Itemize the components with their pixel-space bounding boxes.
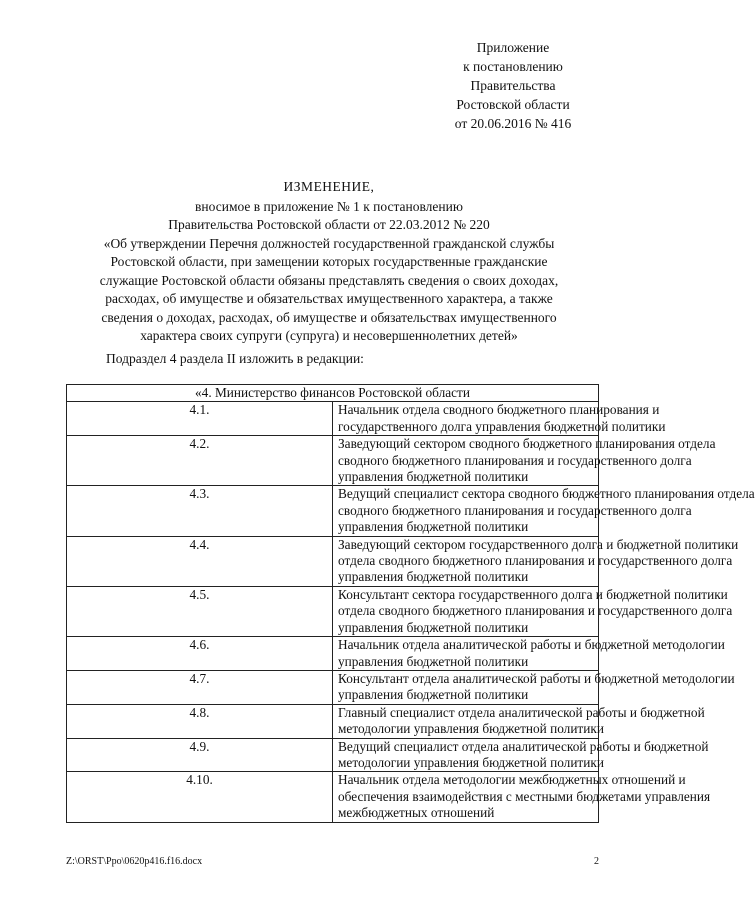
heading-line: сведения о доходах, расходах, об имуществе и обязательствах имущественного <box>101 309 557 325</box>
position-title-line: управления бюджетной политики <box>338 569 529 585</box>
heading-line: расходах, об имуществе и обязательствах имущественного характера, а также <box>105 291 553 306</box>
document-heading <box>64 178 594 346</box>
position-title-line: отдела сводного бюджетного планирования и государственного долга <box>338 553 733 569</box>
heading-line: Ростовской области, при замещении которых государственные гражданские <box>110 254 548 269</box>
appendix-line: Правительства <box>470 78 556 93</box>
position-title-cell <box>333 738 709 772</box>
position-title-cell <box>333 436 716 486</box>
position-title-line: межбюджетных отношений <box>338 805 495 821</box>
heading-line: характера своих супруги (супруга) и несовершеннолетних детей» <box>140 328 518 343</box>
row-number: 4.5. <box>67 586 333 636</box>
position-title-cell <box>333 586 733 636</box>
position-title-line: Начальник отдела методологии межбюджетных отношений и <box>338 772 686 788</box>
table-row <box>67 586 599 636</box>
position-title-line: Заведующий сектором государственного долга и бюджетной политики <box>338 536 739 552</box>
position-title-line: управления бюджетной политики <box>338 519 529 535</box>
position-title-line: управления бюджетной политики <box>338 619 529 635</box>
heading-line: служащие Ростовской области обязаны представлять сведения о своих доходах, <box>99 272 559 288</box>
heading-title: ИЗМЕНЕНИЕ, <box>283 179 375 194</box>
table-header-row <box>67 385 599 402</box>
position-title-line: методологии управления бюджетной политики <box>338 754 604 770</box>
table-row <box>67 536 599 586</box>
row-number: 4.6. <box>67 637 333 671</box>
position-title-line: Заведующий сектором сводного бюджетного планирования отдела <box>338 436 716 452</box>
appendix-line: к постановлению <box>463 59 563 74</box>
footer-page-number: 2 <box>594 856 599 867</box>
position-title-line: отдела сводного бюджетного планирования и государственного долга <box>338 603 733 619</box>
table-row <box>67 704 599 738</box>
table-row <box>67 486 599 536</box>
footer-file-path: Z:\ORST\Ppo\0620p416.f16.docx <box>66 856 203 867</box>
row-number: 4.3. <box>67 486 333 536</box>
position-title-line: управления бюджетной политики <box>338 653 529 669</box>
appendix-line: от 20.06.2016 № 416 <box>454 116 572 131</box>
positions-table <box>66 384 755 823</box>
appendix-line: Ростовской области <box>456 97 570 112</box>
row-number: 4.1. <box>67 402 333 436</box>
position-title-line: управления бюджетной политики <box>338 469 529 485</box>
position-title-cell <box>333 772 711 822</box>
appendix-note <box>418 38 608 133</box>
table-row <box>67 436 599 486</box>
position-title-cell <box>333 704 705 738</box>
position-title-line: государственного долга управления бюджетной политики <box>338 418 666 434</box>
row-number: 4.4. <box>67 536 333 586</box>
row-number: 4.7. <box>67 670 333 704</box>
position-title-cell <box>333 637 725 671</box>
position-title-line: обеспечения взаимодействия с местными бюджетами управления <box>338 788 711 804</box>
position-title-line: Ведущий специалист сектора сводного бюджетного планирования отдела <box>338 486 755 502</box>
heading-line: «Об утверждении Перечня должностей государственной гражданской службы <box>103 235 555 251</box>
position-title-cell <box>333 670 735 704</box>
position-title-line: Консультант сектора государственного долга и бюджетной политики <box>338 586 728 602</box>
heading-line: вносимое в приложение № 1 к постановлению <box>195 198 463 214</box>
table-row <box>67 402 599 436</box>
row-number: 4.9. <box>67 738 333 772</box>
position-title-cell <box>333 486 755 536</box>
position-title-line: Консультант отдела аналитической работы и бюджетной методологии <box>338 670 735 686</box>
position-title-line: управления бюджетной политики <box>338 687 529 703</box>
table-row <box>67 738 599 772</box>
table-row <box>67 772 599 822</box>
position-title-cell <box>333 402 666 436</box>
position-title-line: методологии управления бюджетной политики <box>338 721 604 737</box>
table-row <box>67 670 599 704</box>
position-title-line: Главный специалист отдела аналитической работы и бюджетной <box>338 704 705 720</box>
row-number: 4.10. <box>67 772 333 822</box>
table-row <box>67 637 599 671</box>
position-title-line: Начальник отдела аналитической работы и бюджетной методологии <box>338 637 725 653</box>
appendix-line: Приложение <box>476 40 550 55</box>
position-title-line: сводного бюджетного планирования и государственного долга <box>338 502 692 518</box>
instruction-text: Подраздел 4 раздела II изложить в редакции: <box>106 351 364 366</box>
row-number: 4.2. <box>67 436 333 486</box>
position-title-line: сводного бюджетного планирования и государственного долга <box>338 452 692 468</box>
heading-line: Правительства Ростовской области от 22.03.2012 № 220 <box>168 217 490 232</box>
table-header-cell <box>67 385 599 402</box>
position-title-line: Ведущий специалист отдела аналитической работы и бюджетной <box>338 738 709 754</box>
position-title-line: Начальник отдела сводного бюджетного планирования и <box>338 402 660 418</box>
row-number: 4.8. <box>67 704 333 738</box>
table-header-text: «4. Министерство финансов Ростовской области <box>195 385 470 400</box>
position-title-cell <box>333 536 739 586</box>
